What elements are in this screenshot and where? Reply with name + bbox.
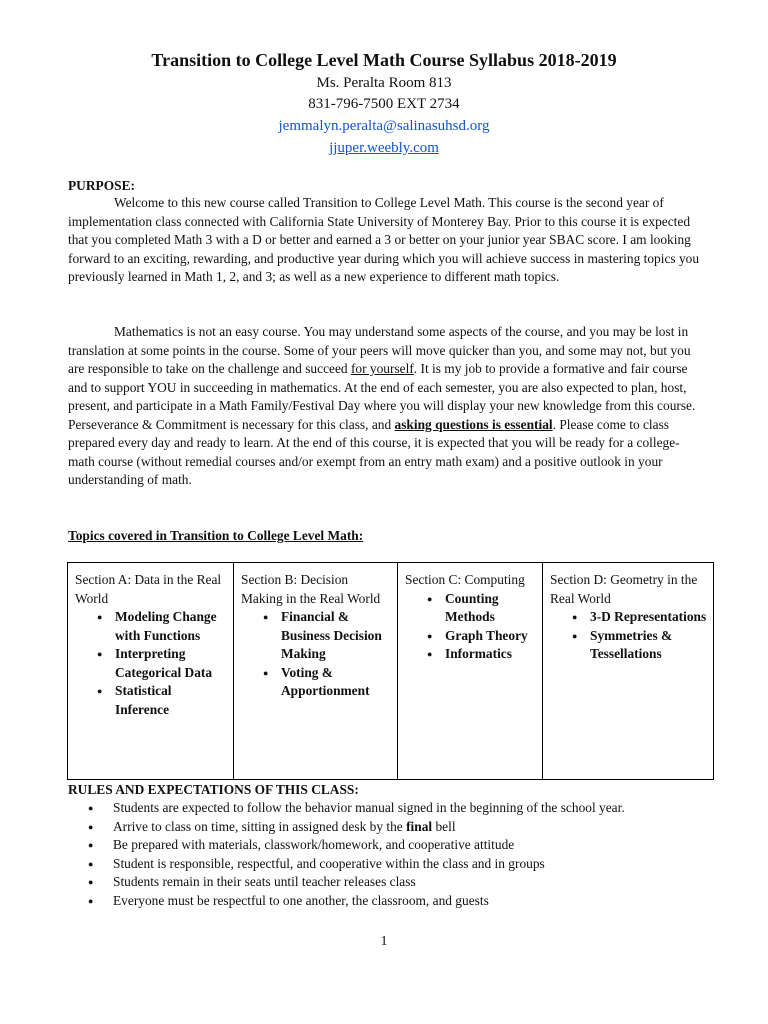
- section-c-item: ● Counting Methods: [427, 590, 536, 627]
- teacher-room: Ms. Peralta Room 813: [316, 75, 452, 91]
- rule-item: ● Students are expected to follow the behavior manual signed in the beginning of the school year.: [88, 799, 728, 818]
- rules-heading: RULES AND EXPECTATIONS OF THIS CLASS:: [68, 782, 359, 797]
- section-a-item: ● Modeling Change with Functions: [97, 608, 227, 645]
- rule-item: ● Student is responsible, respectful, and cooperative within the class and in groups: [88, 855, 728, 874]
- section-b-list: [241, 608, 391, 701]
- section-d-title: Section D: Geometry in the Real World: [550, 572, 698, 606]
- topics-heading: Topics covered in Transition to College Level Math:: [68, 528, 364, 543]
- topics-row: [68, 563, 714, 780]
- section-b-title: Section B: Decision Making in the Real World: [241, 572, 381, 606]
- section-d-item: ● Symmetries & Tessellations: [572, 627, 707, 664]
- section-d-item: ● 3-D Representations: [572, 608, 707, 627]
- website-link[interactable]: jjuper.weebly.com: [329, 140, 439, 156]
- purpose-p2-emphasis: asking questions is essential: [394, 416, 553, 432]
- section-d-list: [550, 608, 707, 664]
- phone-number: 831-796-7500 EXT 2734: [308, 96, 460, 112]
- rule-item: ● Students remain in their seats until teacher releases class: [88, 873, 728, 892]
- section-a-item: ● Statistical Inference: [97, 682, 227, 719]
- rule-item: ● Everyone must be respectful to one another, the classroom, and guests: [88, 892, 728, 911]
- website-container: [0, 138, 768, 158]
- purpose-p2-text-a: Mathematics is not an easy course. You may understand some aspects of the course, and you may be lost in translation at some points in the course. Some of your peers will move quicker than you, and some may not, but you are responsible to take on the challenge and succeed: [68, 324, 691, 376]
- section-a-item: ● Interpreting Categorical Data: [97, 645, 227, 682]
- purpose-heading: PURPOSE:: [68, 178, 135, 193]
- purpose-paragraph-1: [68, 194, 700, 287]
- section-b-item: ● Voting & Apportionment: [263, 664, 391, 701]
- email-link[interactable]: jemmalyn.peralta@salinasuhsd.org: [278, 118, 490, 134]
- section-c-list: [405, 590, 536, 664]
- purpose-p2-text-b: . It is my job to provide a formative and fair course and to support YOU in succeeding in mathematics. At the end of each semester, you are also expected to plan, host, present, and participate in a Math Family/Festival Day where you will display your new knowledge from this course. Perseverance & Commitment is necessary for this class, and: [68, 361, 696, 432]
- section-c-item: ● Informatics: [427, 645, 536, 664]
- rule-item-arrive: [88, 818, 728, 837]
- section-c-title: Section C: Computing: [405, 572, 525, 587]
- section-b-item: ● Financial & Business Decision Making: [263, 608, 391, 664]
- purpose-p2-text-c: . Please come to class prepared every day and ready to learn. At the end of this course, it is expected that you will be ready for a college-math course (without remedial courses and/or exempt from an entry math exam) and a positive outlook in your understanding of math.: [68, 416, 680, 487]
- section-c-item: ● Graph Theory: [427, 627, 536, 646]
- section-a-title: Section A: Data in the Real World: [75, 572, 222, 606]
- rule-arrive-text-a: Arrive to class on time, sitting in assigned desk by the: [113, 818, 407, 834]
- page-number: 1: [380, 934, 388, 949]
- rule-item: ● Be prepared with materials, classwork/homework, and cooperative attitude: [88, 836, 728, 855]
- rule-arrive-text-b: bell: [432, 818, 456, 834]
- section-b-cell: [234, 563, 398, 780]
- purpose-paragraph-2: [68, 323, 700, 490]
- section-a-cell: [68, 563, 234, 780]
- email-container: [0, 116, 768, 136]
- purpose-p2-underline: for yourself: [350, 361, 414, 376]
- rules-list: [88, 799, 728, 910]
- section-a-list: [75, 608, 227, 719]
- topics-table: [67, 562, 714, 780]
- section-d-cell: [543, 563, 714, 780]
- section-c-cell: [398, 563, 543, 780]
- document-title: Transition to College Level Math Course Syllabus 2018-2019: [151, 50, 617, 70]
- rule-arrive-bold: final: [406, 818, 433, 834]
- purpose-p1-text: Welcome to this new course called Transition to College Level Math. This course is the second year of implementation class connected with California State University of Monterey Bay. Prior to this course it is expected that you completed Math 3 with a D or better and earned a 3 or better on your junior year SBAC score. I am looking forward to an exciting, rewarding, and productive year during which you will achieve success in mastering topics you previously learned in Math 1, 2, and 3; as well as a new experience to different math topics.: [68, 195, 700, 284]
